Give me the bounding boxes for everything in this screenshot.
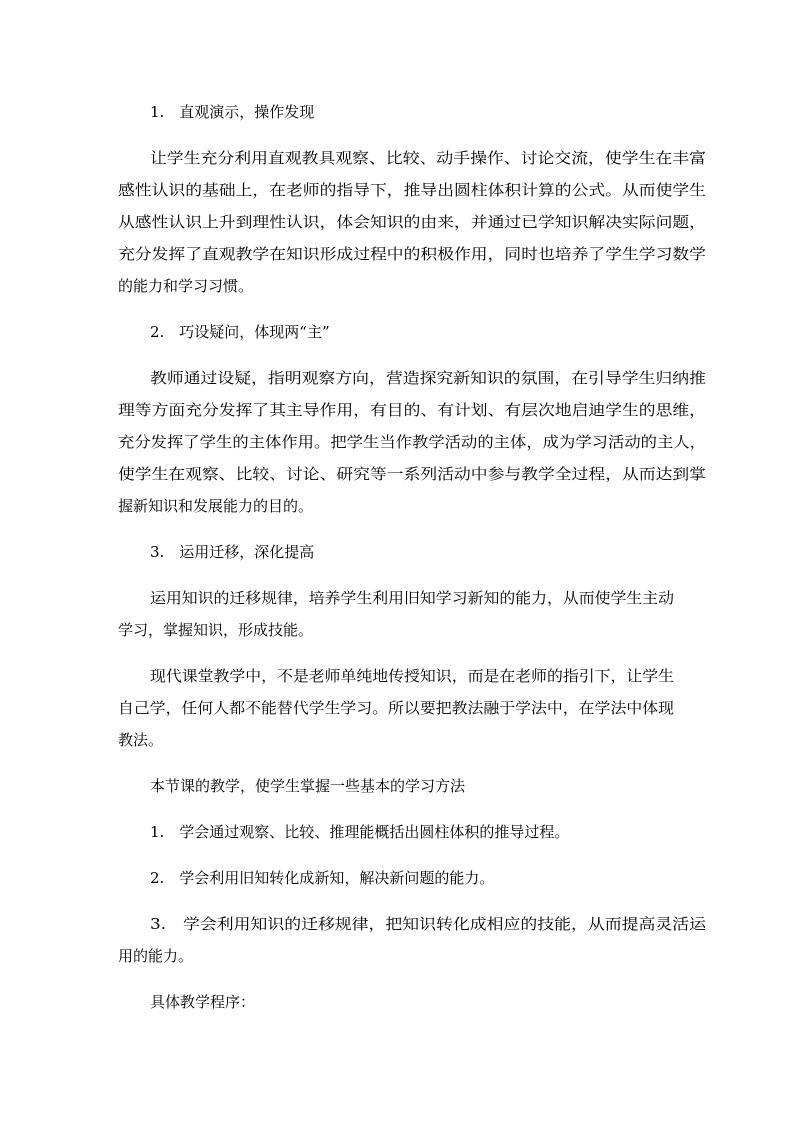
paragraph-1-line-1 [150, 148, 706, 168]
line-text: 使学生在观察、比较、讨论、研究等一系列活动中参与教学全过程，从而达到掌 [118, 465, 706, 483]
line-text: 从感性认识上升到理性认识，体会知识的由来，并通过已学知识解决实际问题， [118, 213, 706, 231]
line-text: 让学生充分利用直观教具观察、比较、动手操作、讨论交流，使学生在丰富 [150, 149, 706, 167]
list-item-3-line-1 [150, 914, 706, 934]
line-text: 感性认识的基础上，在老师的指导下，推导出圆柱体积计算的公式。从而使学生 [118, 181, 706, 199]
paragraph-2-line-5 [118, 496, 313, 516]
line-text: 3. 运用迁移，深化提高 [150, 543, 315, 561]
line-text: 具体教学程序： [150, 993, 256, 1011]
line-text: 的能力和学习习惯。 [118, 277, 254, 295]
paragraph-1-line-3 [118, 212, 706, 232]
paragraph-2-line-3 [118, 432, 706, 452]
line-text: 握新知识和发展能力的目的。 [118, 497, 314, 515]
line-text: 充分发挥了学生的主体作用。把学生当作教学活动的主体，成为学习活动的主人， [118, 433, 706, 451]
section-heading-2 [150, 322, 330, 342]
line-text: 2. 学会利用旧知转化成新知，解决新问题的能力。 [150, 869, 495, 887]
list-item-1 [150, 822, 569, 842]
paragraph-6 [150, 992, 255, 1012]
line-text: 运用知识的迁移规律，培养学生利用旧知学习新知的能力，从而使学生主动 [150, 589, 674, 607]
line-text: 3. 学会利用知识的迁移规律，把知识转化成相应的技能，从而提高灵活运 [150, 915, 706, 933]
list-item-3-line-2 [118, 946, 193, 966]
line-text: 本节课的教学，使学生掌握一些基本的学习方法 [150, 777, 466, 795]
section-heading-3 [150, 542, 314, 562]
line-text: 现代课堂教学中，不是老师单纯地传授知识，而是在老师的指引下，让学生 [150, 667, 674, 685]
paragraph-1-line-2 [118, 180, 706, 200]
list-item-2 [150, 868, 494, 888]
section-heading-1 [150, 102, 314, 122]
line-text: 1. 直观演示，操作发现 [150, 103, 315, 121]
paragraph-3-line-1 [150, 588, 674, 608]
line-text: 教师通过设疑，指明观察方向，营造探究新知识的氛围，在引导学生归纳推 [150, 369, 706, 387]
line-text: 用的能力。 [118, 947, 194, 965]
paragraph-4-line-1 [150, 666, 674, 686]
line-text: 教法。 [118, 731, 164, 749]
line-text: 学习，掌握知识，形成技能。 [118, 621, 314, 639]
line-text: 自己学，任何人都不能替代学生学习。所以要把教法融于学法中，在学法中体现 [118, 699, 674, 717]
line-text: 充分发挥了直观教学在知识形成过程中的积极作用，同时也培养了学生学习数学 [118, 245, 706, 263]
paragraph-4-line-3 [118, 730, 163, 750]
paragraph-3-line-2 [118, 620, 313, 640]
paragraph-2-line-1 [150, 368, 706, 388]
paragraph-1-line-4 [118, 244, 706, 264]
paragraph-1-line-5 [118, 276, 253, 296]
line-text: 理等方面充分发挥了其主导作用，有目的、有计划、有层次地启迪学生的思维， [118, 401, 706, 419]
line-text: 2. 巧设疑问，体现两“主” [150, 323, 330, 341]
paragraph-2-line-2 [118, 400, 706, 420]
paragraph-2-line-4 [118, 464, 706, 484]
paragraph-5 [150, 776, 465, 796]
line-text: 1. 学会通过观察、比较、推理能概括出圆柱体积的推导过程。 [150, 823, 570, 841]
paragraph-4-line-2 [118, 698, 674, 718]
